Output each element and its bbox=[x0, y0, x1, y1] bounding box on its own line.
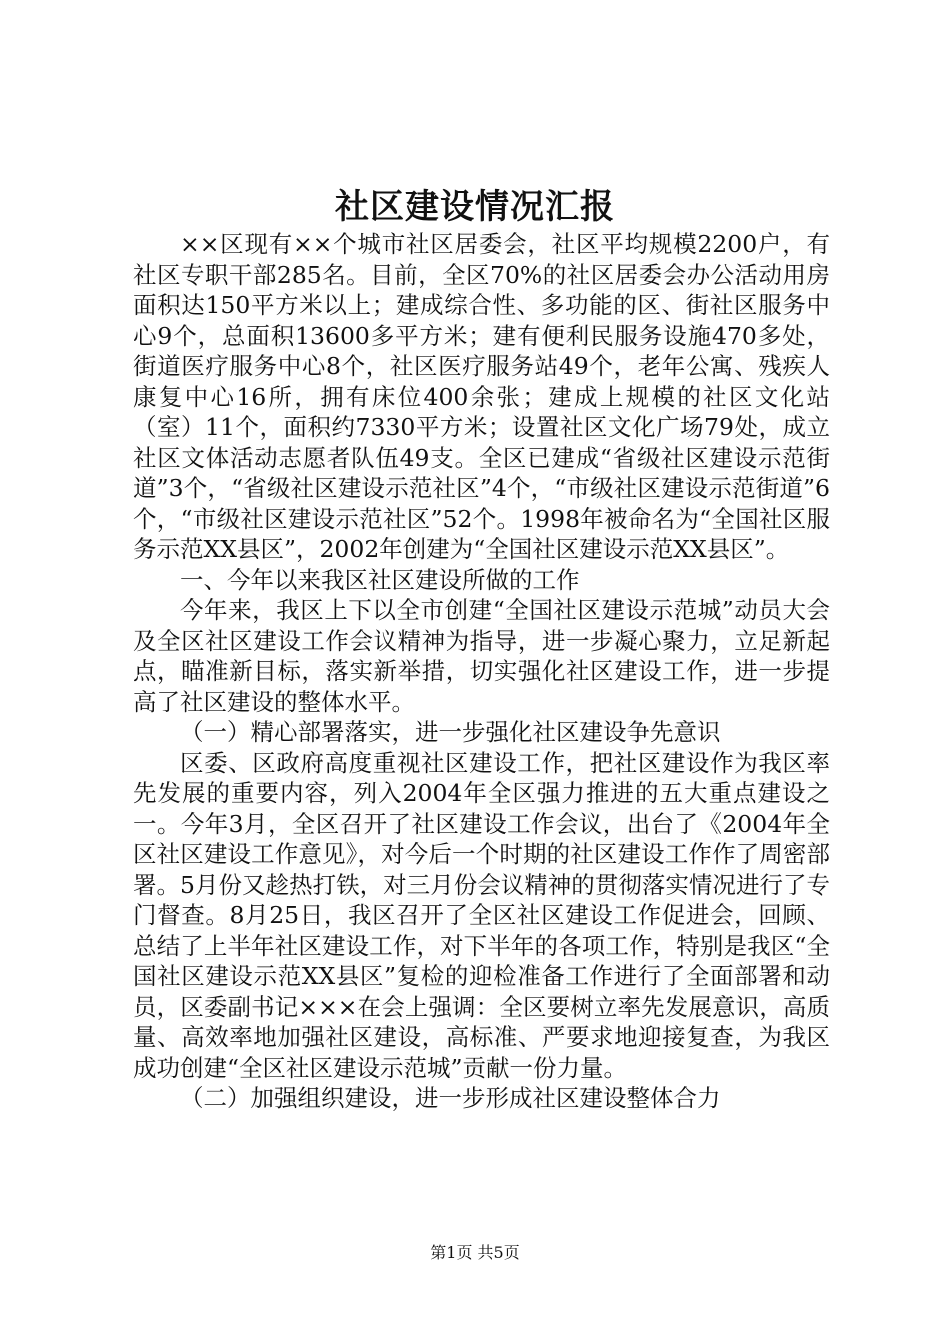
section-heading-1: 一、今年以来我区社区建设所做的工作 bbox=[180, 565, 580, 594]
document-body bbox=[133, 229, 830, 1114]
page-number-footer: 第1页 共5页 bbox=[430, 1243, 520, 1262]
subsection-heading-1: （一）精心部署落实，进一步强化社区建设争先意识 bbox=[180, 718, 721, 746]
subsection-heading-2: （二）加强组织建设，进一步形成社区建设整体合力 bbox=[180, 1084, 721, 1112]
paragraph-work-summary: 今年来，我区上下以全市创建“全国社区建设示范城”动员大会及全区社区建设工作会议精神为指导，进一步凝心聚力，立足新起点，瞄准新目标，落实新举措，切实强化社区建设工作，进一步提高了社区建设的整体水平。 bbox=[133, 596, 830, 716]
document-title: 社区建设情况汇报 bbox=[335, 187, 615, 227]
paragraph-overview: ××区现有××个城市社区居委会，社区平均规模2200户，有社区专职干部285名。目前，全区70%的社区居委会办公活动用房面积达150平方米以上；建成综合性、多功能的区、街社区服务中心9个，总面积13600多平方米；建有便利民服务设施470多处，街道医疗服务中心8个，社区医疗服务站49个，老年公寓、残疾人康复中心16所，拥有床位400余张；建成上规模的社区文化站（室）11个，面积约7330平方米；设置社区文化广场79处，成立社区文体活动志愿者队伍49支。全区已建成“省级社区建设示范街道”3个，“省级社区建设示范社区”4个，“市级社区建设示范街道”6个，“市级社区建设示范社区”52个。1998年被命名为“全国社区服务示范XX县区”，2002年创建为“全国社区建设示范XX县区”。 bbox=[133, 230, 830, 563]
paragraph-deployment: 区委、区政府高度重视社区建设工作，把社区建设作为我区率先发展的重要内容，列入2004年全区强力推进的五大重点建设之一。今年3月，全区召开了社区建设工作会议，出台了《2004年全区社区建设工作意见》，对今后一个时期的社区建设工作作了周密部署。5月份又趁热打铁，对三月份会议精神的贯彻落实情况进行了专门督查。8月25日，我区召开了全区社区建设工作促进会，回顾、总结了上半年社区建设工作，对下半年的各项工作，特别是我区“全国社区建设示范XX县区”复检的迎检准备工作进行了全面部署和动员，区委副书记×××在会上强调：全区要树立率先发展意识，高质量、高效率地加强社区建设，高标准、严要求地迎接复查，为我区成功创建“全区社区建设示范城”贡献一份力量。 bbox=[133, 748, 830, 1082]
